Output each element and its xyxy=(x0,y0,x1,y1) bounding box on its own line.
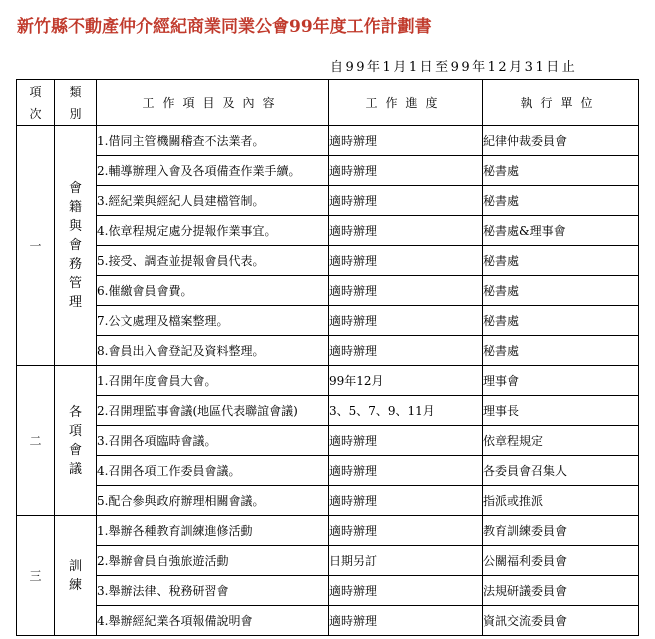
category-char: 務 xyxy=(68,257,82,272)
header-seq: 項 次 xyxy=(17,80,55,126)
work-item-cell: 6.催繳會員會費。 xyxy=(97,276,329,306)
progress-cell: 適時辦理 xyxy=(329,156,483,186)
section-number: 二 xyxy=(17,366,55,516)
unit-cell: 指派或推派 xyxy=(483,486,639,516)
unit-cell: 法規研議委員會 xyxy=(483,576,639,606)
unit-cell: 公關福利委員會 xyxy=(483,546,639,576)
header-item: 工作項目及內容 xyxy=(97,80,329,126)
table-row xyxy=(17,366,639,396)
work-item-cell: 5.配合參與政府辦理相關會議。 xyxy=(97,486,329,516)
work-item-cell: 7.公文處理及檔案整理。 xyxy=(97,306,329,336)
work-plan-table xyxy=(16,79,639,636)
table-row xyxy=(17,246,639,276)
progress-cell: 適時辦理 xyxy=(329,606,483,636)
unit-cell: 秘書處 xyxy=(483,276,639,306)
table-row xyxy=(17,336,639,366)
document-title: 新竹縣不動產仲介經紀商業同業公會99年度工作計劃書 xyxy=(17,17,432,37)
category-char: 會 xyxy=(68,181,82,196)
table-row xyxy=(17,576,639,606)
table-row xyxy=(17,216,639,246)
unit-cell: 秘書處 xyxy=(483,336,639,366)
table-row xyxy=(17,186,639,216)
category-char: 籍 xyxy=(68,200,82,215)
progress-cell: 適時辦理 xyxy=(329,336,483,366)
table-header-row xyxy=(17,80,639,126)
work-item-cell: 5.接受、調查並提報會員代表。 xyxy=(97,246,329,276)
unit-cell: 秘書處 xyxy=(483,246,639,276)
category-char: 各 xyxy=(68,404,82,420)
category-char: 訓 xyxy=(68,558,82,574)
table-row xyxy=(17,606,639,636)
unit-cell: 教育訓練委員會 xyxy=(483,516,639,546)
table-row xyxy=(17,156,639,186)
table-row xyxy=(17,546,639,576)
section-category xyxy=(55,516,97,636)
progress-cell: 適時辦理 xyxy=(329,126,483,156)
category-char: 議 xyxy=(68,461,82,477)
category-vertical-text xyxy=(69,557,82,595)
table-row xyxy=(17,126,639,156)
header-category: 類 別 xyxy=(55,80,97,126)
work-item-cell: 4.依章程規定處分提報作業事宜。 xyxy=(97,216,329,246)
work-item-cell: 3.舉辦法律、稅務研習會 xyxy=(97,576,329,606)
table-row xyxy=(17,276,639,306)
plan-period: 自99年1月1日至99年12月31日止 xyxy=(330,60,578,75)
table-row xyxy=(17,396,639,426)
category-char: 項 xyxy=(68,423,82,439)
header-unit: 執行單位 xyxy=(483,80,639,126)
category-char: 會 xyxy=(68,442,82,458)
work-item-cell: 4.召開各項工作委員會議。 xyxy=(97,456,329,486)
table-row xyxy=(17,486,639,516)
category-vertical-text xyxy=(69,179,82,312)
work-item-cell: 2.輔導辦理入會及各項備查作業手續。 xyxy=(97,156,329,186)
progress-cell: 99年12月 xyxy=(329,366,483,396)
category-char: 會 xyxy=(68,238,82,253)
progress-cell: 適時辦理 xyxy=(329,246,483,276)
section-category xyxy=(55,126,97,366)
work-item-cell: 2.召開理監事會議(地區代表聯誼會議) xyxy=(97,396,329,426)
category-char: 管 xyxy=(68,276,82,291)
unit-cell: 依章程規定 xyxy=(483,426,639,456)
table-row xyxy=(17,306,639,336)
work-item-cell: 1.召開年度會員大會。 xyxy=(97,366,329,396)
table-row xyxy=(17,516,639,546)
work-item-cell: 4.舉辦經紀業各項報備說明會 xyxy=(97,606,329,636)
work-item-cell: 1.借同主管機關稽查不法業者。 xyxy=(97,126,329,156)
progress-cell: 適時辦理 xyxy=(329,276,483,306)
unit-cell: 紀律仲裁委員會 xyxy=(483,126,639,156)
progress-cell: 適時辦理 xyxy=(329,486,483,516)
category-vertical-text xyxy=(69,403,82,479)
unit-cell: 秘書處 xyxy=(483,306,639,336)
unit-cell: 秘書處&理事會 xyxy=(483,216,639,246)
table-row xyxy=(17,426,639,456)
header-progress: 工作進度 xyxy=(329,80,483,126)
progress-cell: 3、5、7、9、11月 xyxy=(329,396,483,426)
progress-cell: 適時辦理 xyxy=(329,516,483,546)
progress-cell: 日期另訂 xyxy=(329,546,483,576)
section-category xyxy=(55,366,97,516)
progress-cell: 適時辦理 xyxy=(329,306,483,336)
work-item-cell: 8.會員出入會登記及資料整理。 xyxy=(97,336,329,366)
section-number: 一 xyxy=(17,126,55,366)
unit-cell: 秘書處 xyxy=(483,156,639,186)
category-char: 與 xyxy=(68,219,82,234)
unit-cell: 秘書處 xyxy=(483,186,639,216)
table-row xyxy=(17,456,639,486)
work-item-cell: 3.召開各項臨時會議。 xyxy=(97,426,329,456)
progress-cell: 適時辦理 xyxy=(329,186,483,216)
section-number: 三 xyxy=(17,516,55,636)
category-char: 練 xyxy=(68,577,82,593)
progress-cell: 適時辦理 xyxy=(329,426,483,456)
unit-cell: 各委員會召集人 xyxy=(483,456,639,486)
category-char: 理 xyxy=(68,295,82,310)
progress-cell: 適時辦理 xyxy=(329,456,483,486)
unit-cell: 資訊交流委員會 xyxy=(483,606,639,636)
unit-cell: 理事會 xyxy=(483,366,639,396)
progress-cell: 適時辦理 xyxy=(329,576,483,606)
progress-cell: 適時辦理 xyxy=(329,216,483,246)
work-item-cell: 1.舉辦各種教育訓練進修活動 xyxy=(97,516,329,546)
work-item-cell: 2.舉辦會員自強旅遊活動 xyxy=(97,546,329,576)
unit-cell: 理事長 xyxy=(483,396,639,426)
work-item-cell: 3.經紀業與經紀人員建檔管制。 xyxy=(97,186,329,216)
